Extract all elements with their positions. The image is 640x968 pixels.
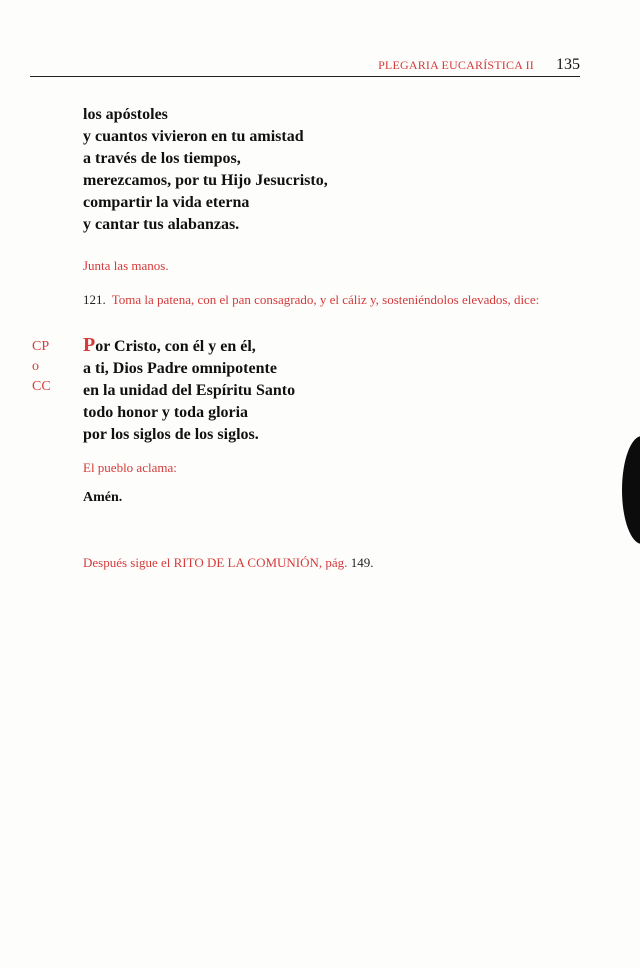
verse-line: y cuantos vivieron en tu amistad — [83, 128, 304, 145]
label-o: o — [32, 359, 39, 374]
verse-line: y cantar tus alabanzas. — [83, 216, 240, 233]
response-amen: Amén. — [83, 490, 123, 505]
page-number: 135 — [556, 56, 580, 73]
header-rule — [30, 76, 580, 77]
doxology-first-line — [83, 334, 295, 358]
verse-line: a través de los tiempos, — [83, 150, 241, 167]
label-cc: CC — [32, 379, 51, 394]
rubric-join-hands: Junta las manos. — [83, 258, 169, 273]
thumb-index-mark — [622, 436, 640, 544]
rubric-121 — [83, 291, 578, 308]
verse-line: compartir la vida eterna — [83, 194, 250, 211]
running-header — [30, 56, 580, 76]
verse-line: en la unidad del Espíritu Santo — [83, 382, 296, 399]
rubric-communion-text: Después sigue el RITO DE LA COMUNIÓN, pág. — [83, 555, 348, 570]
verse-block-1 — [83, 104, 328, 236]
doxology-first-rest: or Cristo, con él y en él, — [95, 338, 256, 355]
rubric-communion-rite — [83, 554, 373, 571]
label-cp: CP — [32, 339, 50, 354]
page-reference: 149. — [350, 555, 374, 570]
red-initial: P — [83, 334, 96, 356]
verse-line: todo honor y toda gloria — [83, 404, 249, 421]
verse-line: por los siglos de los siglos. — [83, 426, 259, 443]
rubric-number: 121. — [83, 292, 106, 307]
doxology-block — [83, 334, 295, 446]
verse-line: merezcamos, por tu Hijo Jesucristo, — [83, 172, 328, 189]
rubric-text: Toma la patena, con el pan consagrado, y el cáliz y, sosteniéndolos elevados, dice: — [111, 292, 540, 307]
rubric-people-acclaim: El pueblo aclama: — [83, 460, 177, 475]
verse-line: a ti, Dios Padre omnipotente — [83, 360, 277, 377]
header-title: PLEGARIA EUCARÍSTICA II — [378, 58, 534, 72]
celebrant-labels — [32, 337, 51, 397]
verse-line: los apóstoles — [83, 106, 168, 123]
